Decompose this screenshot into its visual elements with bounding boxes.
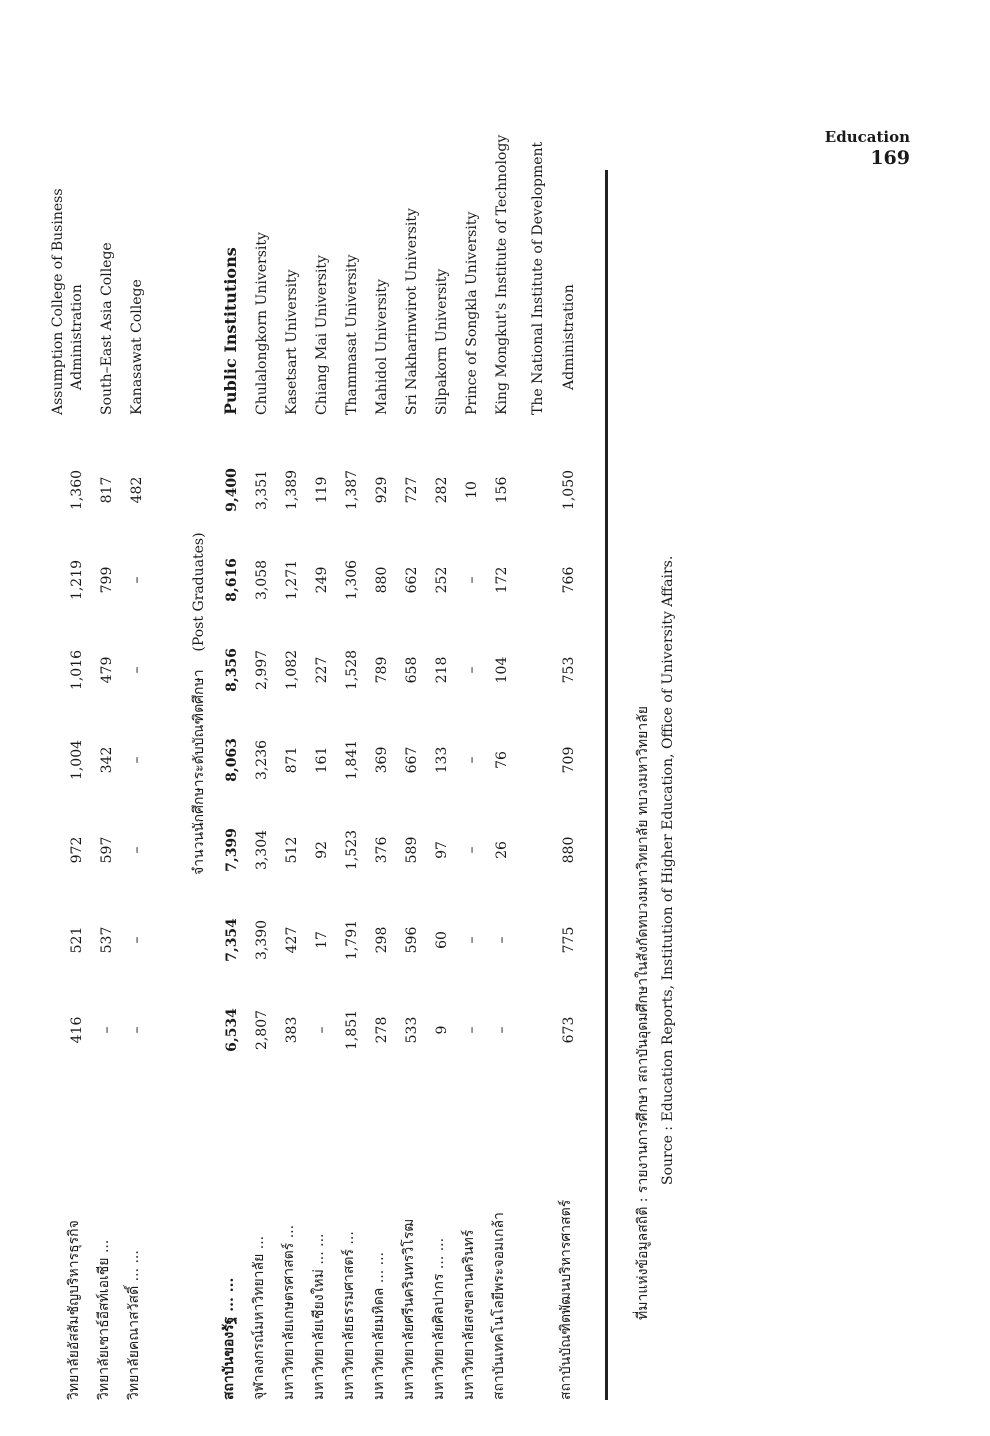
public-total-thai: สถาบันของรัฐ ... ... (221, 1277, 237, 1400)
value-cell: 342 (99, 746, 115, 774)
value-cell: – (129, 756, 145, 764)
value-cell: 133 (434, 746, 450, 774)
value-cell: 10 (464, 481, 480, 499)
value-cell: 817 (99, 476, 115, 504)
value-cell: 119 (314, 476, 330, 504)
value-cell: 427 (284, 926, 300, 954)
value-cell: 249 (314, 566, 330, 594)
value-cell: 2,807 (254, 1009, 270, 1051)
value-cell: – (464, 936, 480, 944)
value-cell: 799 (99, 566, 115, 594)
value-cell: 880 (561, 836, 577, 864)
value-cell: 3,304 (254, 829, 270, 871)
value-cell: 1,004 (69, 739, 85, 781)
value-cell: 972 (69, 836, 85, 864)
value-cell: 7,354 (224, 918, 240, 962)
value-cell: – (129, 576, 145, 584)
value-cell: 227 (314, 656, 330, 684)
value-cell: 9 (434, 1025, 450, 1035)
institution-name-english: King Mongkut's Institute of Technology (494, 134, 510, 415)
value-cell: – (99, 1026, 115, 1034)
value-cell: 3,058 (254, 559, 270, 601)
value-cell: 533 (404, 1016, 420, 1044)
value-cell: 1,528 (344, 649, 360, 691)
table-row (120, 170, 148, 1400)
value-cell: 1,851 (344, 1009, 360, 1051)
source-note-thai: ที่มาแห่งข้อมูลสถิติ : รายงานการศึกษา สถาบันอุดมศึกษาในสังกัดทบวงมหาวิทยาลัย ทบวงมหาวิทยาลัย (635, 706, 651, 1320)
value-cell: 8,356 (224, 648, 240, 692)
total-row (215, 170, 243, 1400)
value-cell: 3,351 (254, 469, 270, 511)
institution-name-thai: วิทยาลัยคณาสวัสดิ์ ... ... (126, 1250, 142, 1400)
table-row (245, 170, 273, 1400)
value-cell: 3,390 (254, 919, 270, 961)
value-cell: 17 (314, 931, 330, 949)
value-cell: 1,271 (284, 559, 300, 601)
value-cell: 76 (494, 751, 510, 769)
institution-name-thai: มหาวิทยาลัยธรรมศาสตร์ ... (341, 1231, 357, 1400)
value-cell: 2,997 (254, 649, 270, 691)
value-cell: 416 (69, 1016, 85, 1044)
value-cell: 1,306 (344, 559, 360, 601)
table-row (425, 170, 453, 1400)
institution-name-thai: มหาวิทยาลัยเกษตรศาสตร์ ... (281, 1224, 297, 1400)
institution-name-english: Mahidol University (374, 279, 390, 415)
value-cell: 537 (99, 926, 115, 954)
value-cell: 662 (404, 566, 420, 594)
value-cell: 97 (434, 841, 450, 859)
value-cell: – (314, 1026, 330, 1034)
table-row (485, 134, 513, 1400)
value-cell: 753 (561, 656, 577, 684)
institution-name-thai: มหาวิทยาลัยมหิดล ... ... (371, 1252, 387, 1400)
table-row (395, 170, 423, 1400)
value-cell: 1,389 (284, 469, 300, 511)
value-cell: 104 (494, 656, 510, 684)
value-cell: 383 (284, 1016, 300, 1044)
post-graduates-title (188, 315, 210, 875)
institution-name-thai: จุฬาลงกรณ์มหาวิทยาลัย ... (251, 1235, 267, 1400)
value-cell: 1,841 (344, 739, 360, 781)
rotated-table (50, 134, 960, 1400)
value-cell: 1,016 (69, 649, 85, 691)
value-cell: – (464, 666, 480, 674)
value-cell: 673 (561, 1016, 577, 1044)
value-cell: – (464, 756, 480, 764)
value-cell: 298 (374, 926, 390, 954)
institution-name-english: Prince of Songkla University (464, 211, 480, 415)
table-row (455, 170, 483, 1400)
table-row (335, 170, 363, 1400)
institution-name-thai: มหาวิทยาลัยศรีนครินทรวิโรฒ (401, 1219, 417, 1400)
value-cell: – (494, 936, 510, 944)
value-cell: 1,082 (284, 649, 300, 691)
value-cell: – (129, 666, 145, 674)
institution-name-thai: มหาวิทยาลัยศิลปากร ... ... (431, 1237, 447, 1400)
value-cell: 376 (374, 836, 390, 864)
value-cell: 789 (374, 656, 390, 684)
public-total-english: Public Institutions (221, 247, 240, 415)
value-cell: 3,236 (254, 739, 270, 781)
value-cell: – (129, 1026, 145, 1034)
value-cell: 7,399 (224, 828, 240, 872)
institution-name-thai: วิทยาลัยอัสสัมชัญบริหารธุรกิจ (66, 1220, 82, 1400)
value-cell: 6,534 (224, 1008, 240, 1052)
value-cell: 597 (99, 836, 115, 864)
value-cell: 929 (374, 476, 390, 504)
value-cell: 482 (129, 476, 145, 504)
institution-name-english: Chiang Mai University (314, 255, 330, 415)
section-title: Education (824, 128, 910, 146)
value-cell: – (129, 846, 145, 854)
value-cell: 369 (374, 746, 390, 774)
value-cell: 60 (434, 931, 450, 949)
value-cell: 596 (404, 926, 420, 954)
institution-name-english: Sri Nakharinwirot University (404, 208, 420, 415)
table-row (530, 141, 580, 1400)
institution-name-english: The National Institute of Development (530, 141, 546, 415)
value-cell: 1,360 (69, 469, 85, 511)
source-note-english: Source : Education Reports, Institution of Higher Education, Office of University Affairs. (660, 555, 676, 1185)
value-cell: – (464, 576, 480, 584)
value-cell: 775 (561, 926, 577, 954)
value-cell: 156 (494, 476, 510, 504)
value-cell: 282 (434, 476, 450, 504)
value-cell: 252 (434, 566, 450, 594)
value-cell: 658 (404, 656, 420, 684)
value-cell: 589 (404, 836, 420, 864)
value-cell: 880 (374, 566, 390, 594)
value-cell: 479 (99, 656, 115, 684)
value-cell: 1,387 (344, 469, 360, 511)
institution-name-english: Silpakorn University (434, 268, 450, 415)
table-row (305, 170, 333, 1400)
page-number: 169 (870, 146, 910, 169)
value-cell: 1,791 (344, 919, 360, 961)
value-cell: 172 (494, 566, 510, 594)
value-cell: – (494, 1026, 510, 1034)
table-row (50, 170, 88, 1400)
institution-name-english: Thammasat University (344, 254, 360, 415)
table-row (90, 170, 118, 1400)
value-cell: – (464, 1026, 480, 1034)
value-cell: 9,400 (224, 468, 240, 512)
value-cell: 871 (284, 746, 300, 774)
table-row (365, 170, 393, 1400)
value-cell: – (129, 936, 145, 944)
value-cell: – (464, 846, 480, 854)
value-cell: 1,050 (561, 469, 577, 511)
institution-name-english-cont: Administration (561, 284, 577, 390)
institution-name-thai: สถาบันเทคโนโลยีพระจอมเกล้า (491, 1212, 507, 1400)
page-header (825, 128, 910, 171)
institution-name-thai: สถาบันบัณฑิตพัฒนบริหารศาสตร์ (558, 1199, 574, 1400)
value-cell: 1,219 (69, 559, 85, 601)
value-cell: 667 (404, 746, 420, 774)
value-cell: 8,063 (224, 738, 240, 782)
institution-name-english: Kanasawat College (129, 279, 145, 415)
institution-name-thai: มหาวิทยาลัยสงขลานครินทร์ (461, 1229, 477, 1400)
value-cell: 278 (374, 1016, 390, 1044)
value-cell: 161 (314, 746, 330, 774)
institution-name-english: South–East Asia College (99, 242, 115, 415)
table-bottom-rule (605, 170, 608, 1400)
institution-name-english: Chulalongkorn University (254, 232, 270, 415)
institution-name-english: Assumption College of Business (50, 188, 66, 415)
value-cell: 727 (404, 476, 420, 504)
value-cell: 8,616 (224, 558, 240, 602)
value-cell: 26 (494, 841, 510, 859)
table-row (275, 170, 303, 1400)
value-cell: 218 (434, 656, 450, 684)
value-cell: 512 (284, 836, 300, 864)
value-cell: 709 (561, 746, 577, 774)
value-cell: 521 (69, 926, 85, 954)
institution-name-thai: วิทยาลัยเซาธ์อีสท์เอเชีย ... (96, 1239, 112, 1400)
value-cell: 92 (314, 841, 330, 859)
value-cell: 766 (561, 566, 577, 594)
value-cell: 1,523 (344, 829, 360, 871)
post-graduates-title-thai: จำนวนนักศึกษาระดับบัณฑิตศึกษา (191, 669, 207, 875)
post-graduates-title-english: (Post Graduates) (191, 532, 207, 652)
institution-name-english: Kasetsart University (284, 269, 300, 415)
institution-name-english-cont: Administration (69, 284, 85, 390)
institution-name-thai: มหาวิทยาลัยเชียงใหม่ ... ... (311, 1233, 327, 1400)
